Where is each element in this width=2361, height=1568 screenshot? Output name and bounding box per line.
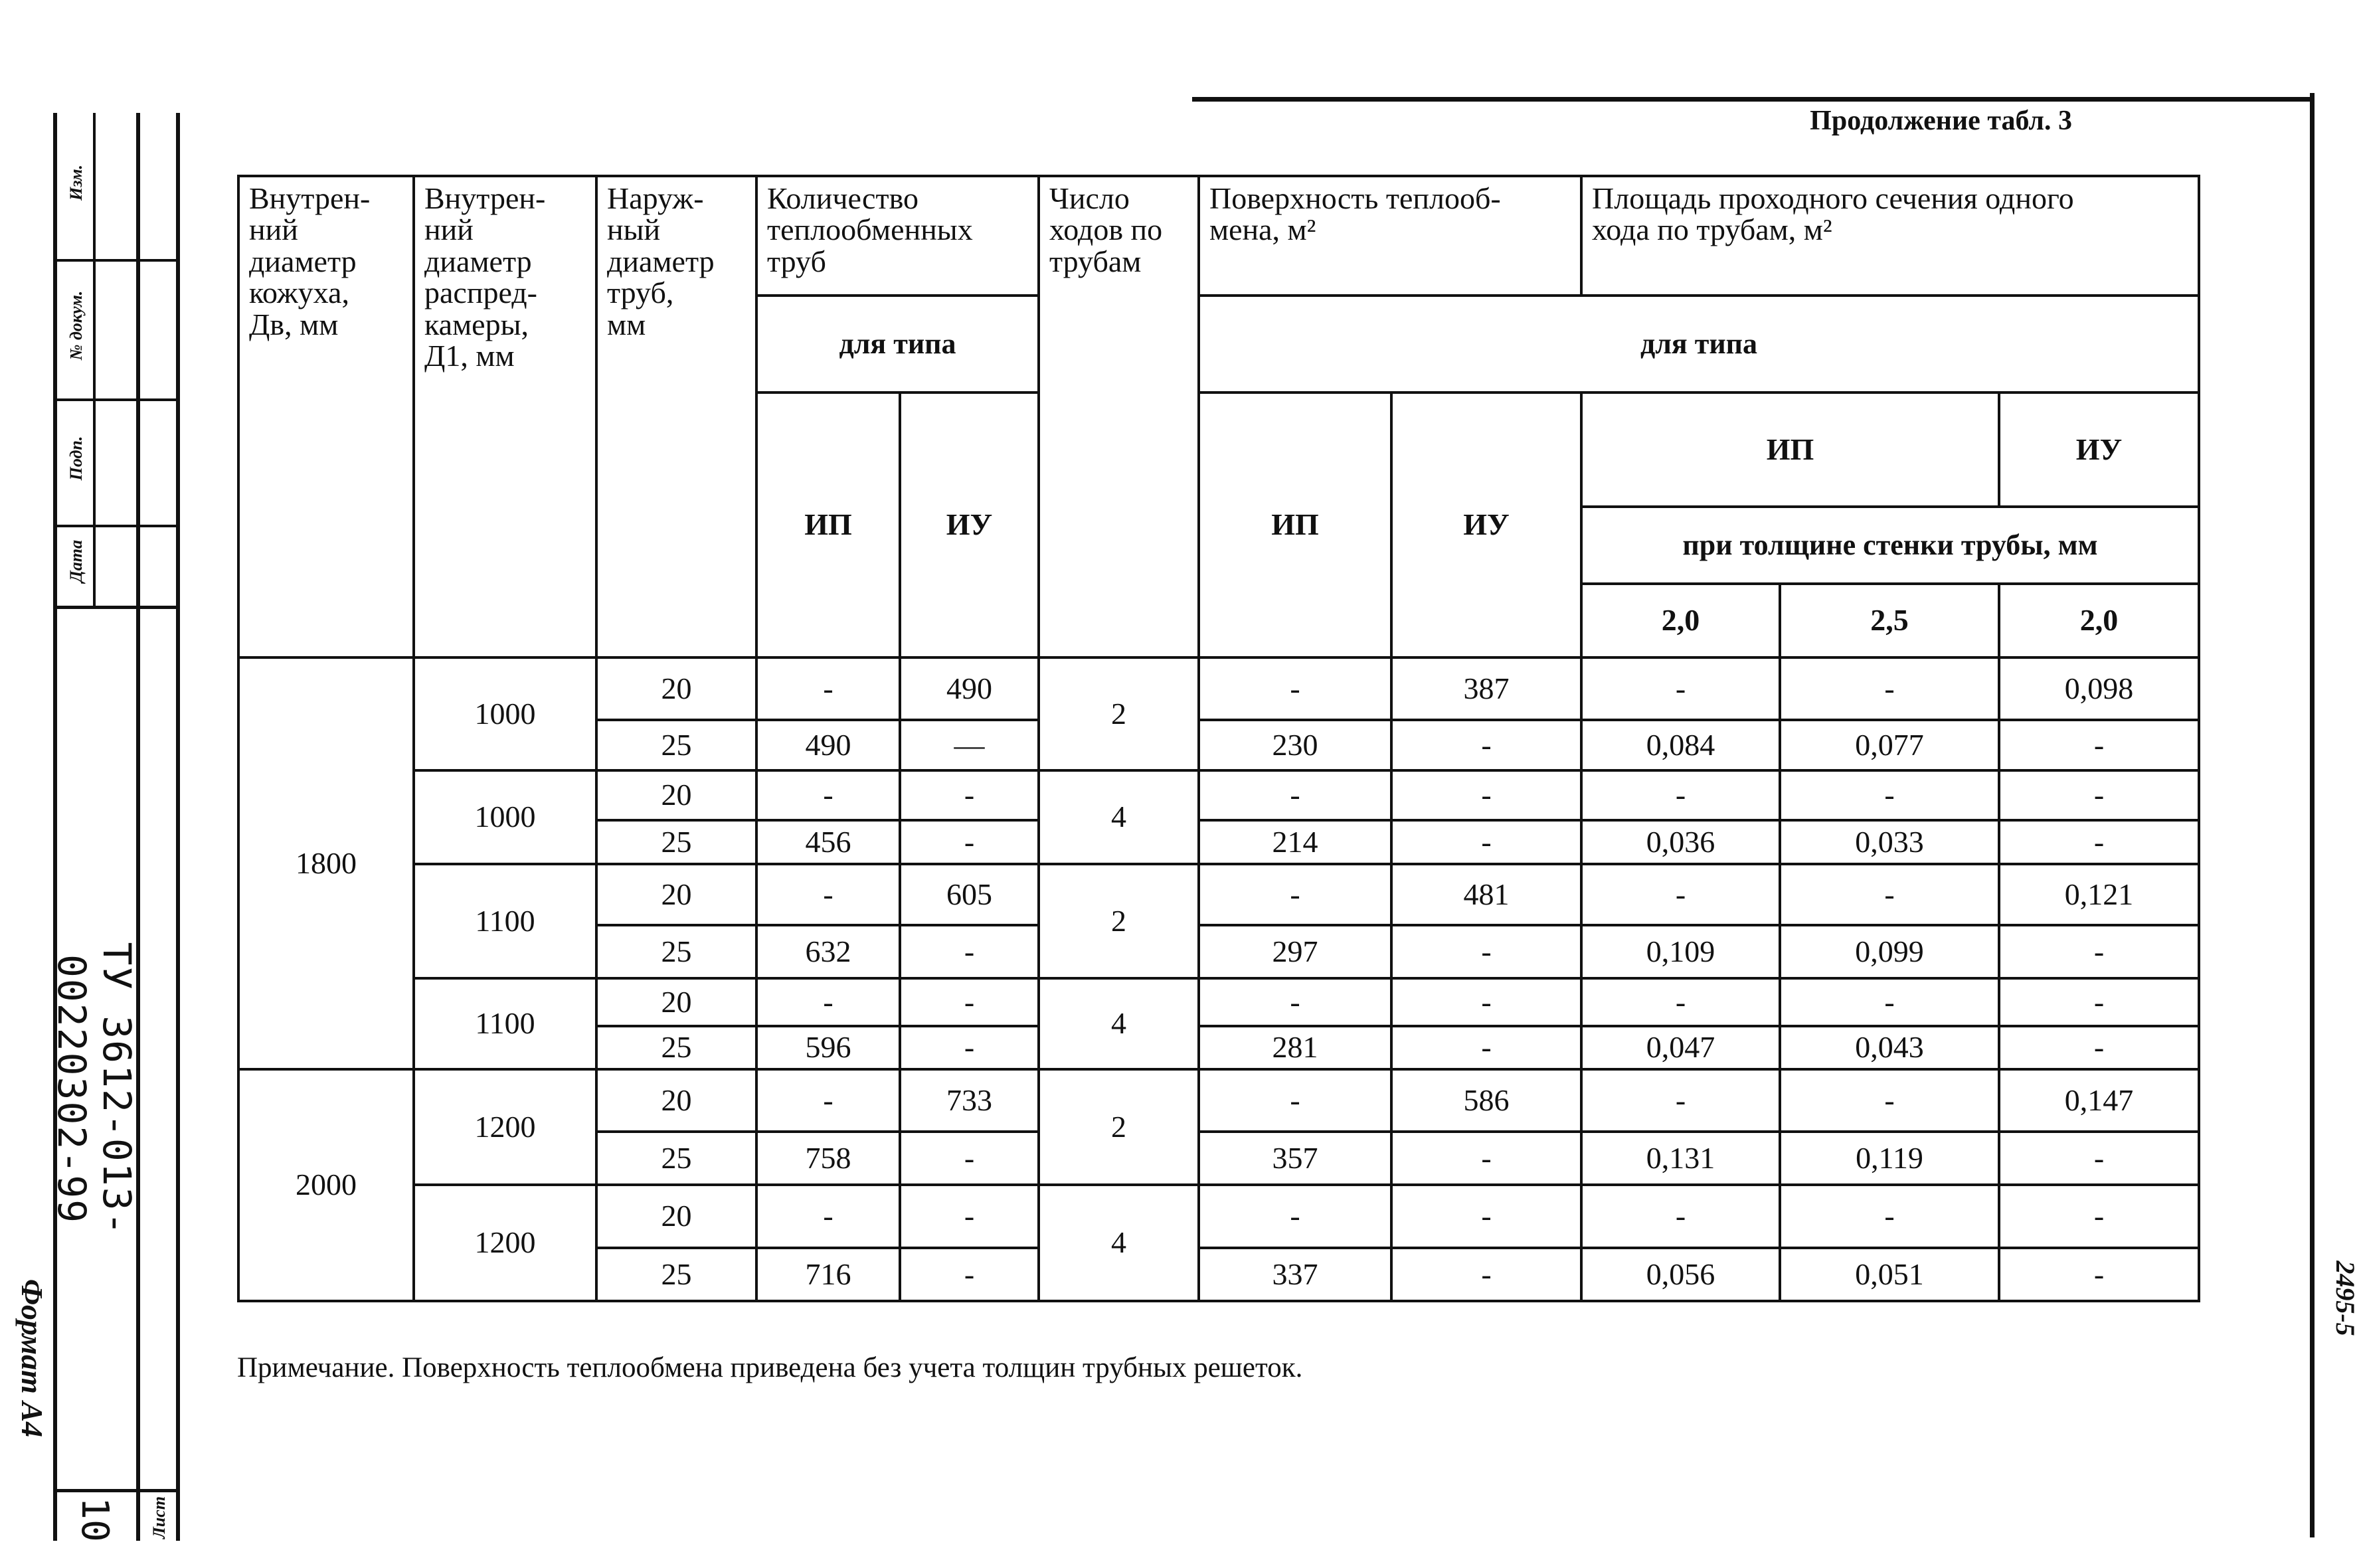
cell-area-ip-2-5: - — [1780, 1185, 1999, 1248]
cell-count-iu: 490 — [900, 657, 1039, 720]
cell-passes: 2 — [1039, 864, 1199, 978]
cell-area-ip-2-5: - — [1780, 1069, 1999, 1132]
cell-area-iu-2-0: - — [1999, 770, 2199, 820]
format-label: Формат А4 — [15, 1278, 49, 1438]
cell-chamber-diameter: 1100 — [414, 978, 596, 1069]
cell-area-ip-2-0: 0,036 — [1581, 820, 1780, 864]
cell-passes: 2 — [1039, 1069, 1199, 1185]
table-note: Примечание. Поверхность теплообмена приведена без учета толщин трубных решеток. — [237, 1352, 1303, 1383]
cell-surface-ip: 230 — [1199, 720, 1391, 770]
cell-area-ip-2-0: - — [1581, 657, 1780, 720]
cell-passes: 4 — [1039, 978, 1199, 1069]
cell-count-iu: - — [900, 925, 1039, 978]
cell-tube-diameter: 20 — [596, 978, 756, 1026]
cell-count-ip: 632 — [756, 925, 900, 978]
right-margin-mark: 2495-5 — [2330, 1261, 2360, 1336]
specs-table — [237, 175, 2200, 1302]
header-tube-count: Количество теплообменных труб — [756, 176, 1039, 296]
cell-surface-iu: 387 — [1391, 657, 1581, 720]
stamp-label: Лист — [149, 1496, 169, 1539]
cell-surface-iu: - — [1391, 1026, 1581, 1069]
stamp-label: Изм. — [66, 164, 86, 201]
cell-shell-diameter: 2000 — [238, 1069, 414, 1301]
cell-count-ip: - — [756, 864, 900, 925]
cell-chamber-diameter: 1200 — [414, 1185, 596, 1301]
cell-surface-iu: 586 — [1391, 1069, 1581, 1132]
table-row — [238, 1069, 2199, 1132]
cell-surface-ip: 337 — [1199, 1248, 1391, 1301]
table-body — [238, 176, 2199, 1301]
cell-chamber-diameter: 1000 — [414, 657, 596, 770]
cell-area-ip-2-5: - — [1780, 770, 1999, 820]
cell-count-ip: - — [756, 978, 900, 1026]
cell-tube-diameter: 20 — [596, 1069, 756, 1132]
cell-surface-iu: - — [1391, 1132, 1581, 1185]
cell-count-ip: 716 — [756, 1248, 900, 1301]
cell-area-iu-2-0: - — [1999, 925, 2199, 978]
cell-surface-iu: - — [1391, 1185, 1581, 1248]
header-wall-thickness-value: 2,5 — [1780, 584, 1999, 657]
cell-surface-ip: - — [1199, 1185, 1391, 1248]
cell-chamber-diameter: 1100 — [414, 864, 596, 978]
stamp-label: Дата — [66, 540, 86, 582]
cell-count-ip: 758 — [756, 1132, 900, 1185]
table-row — [238, 1185, 2199, 1248]
cell-area-ip-2-5: 0,033 — [1780, 820, 1999, 864]
cell-area-ip-2-5: - — [1780, 978, 1999, 1026]
header-type-iu: ИУ — [1391, 392, 1581, 657]
cell-count-iu: - — [900, 1185, 1039, 1248]
cell-area-ip-2-0: - — [1581, 1185, 1780, 1248]
cell-surface-ip: - — [1199, 1069, 1391, 1132]
cell-surface-iu: - — [1391, 720, 1581, 770]
header-surface: Поверхность теплооб- мена, м² — [1199, 176, 1581, 296]
cell-count-iu: - — [900, 1132, 1039, 1185]
header-wall-thickness-value: 2,0 — [1581, 584, 1780, 657]
right-rule — [2310, 93, 2315, 1537]
table-row — [238, 657, 2199, 720]
cell-tube-diameter: 25 — [596, 720, 756, 770]
table-row — [238, 770, 2199, 820]
cell-passes: 2 — [1039, 657, 1199, 770]
cell-area-ip-2-0: 0,047 — [1581, 1026, 1780, 1069]
header-type-iu: ИУ — [1999, 392, 2199, 507]
cell-surface-ip: - — [1199, 978, 1391, 1026]
document-code: ТУ 3612-013-00220302-99 — [49, 942, 139, 1237]
cell-area-ip-2-0: 0,056 — [1581, 1248, 1780, 1301]
cell-surface-ip: 281 — [1199, 1026, 1391, 1069]
cell-tube-diameter: 25 — [596, 820, 756, 864]
table-continuation-title: Продолжение табл. 3 — [1810, 106, 2072, 136]
stamp-label: Подп. — [66, 436, 86, 481]
cell-area-ip-2-0: - — [1581, 1069, 1780, 1132]
cell-count-iu: 605 — [900, 864, 1039, 925]
cell-chamber-diameter: 1200 — [414, 1069, 596, 1185]
cell-count-ip: - — [756, 1069, 900, 1132]
cell-area-ip-2-0: 0,084 — [1581, 720, 1780, 770]
cell-count-ip: 456 — [756, 820, 900, 864]
cell-tube-diameter: 20 — [596, 657, 756, 720]
cell-tube-diameter: 25 — [596, 1026, 756, 1069]
cell-area-ip-2-0: 0,131 — [1581, 1132, 1780, 1185]
cell-count-iu: - — [900, 1026, 1039, 1069]
cell-surface-ip: - — [1199, 770, 1391, 820]
cell-count-ip: 596 — [756, 1026, 900, 1069]
header-inner-shell-diameter: Внутрен- ний диаметр кожуха, Дв, мм — [238, 176, 414, 657]
sheet-number: 10 — [73, 1497, 116, 1542]
cell-count-iu: — — [900, 720, 1039, 770]
cell-chamber-diameter: 1000 — [414, 770, 596, 864]
cell-surface-ip: 357 — [1199, 1132, 1391, 1185]
cell-area-iu-2-0: 0,098 — [1999, 657, 2199, 720]
cell-count-iu: - — [900, 820, 1039, 864]
cell-area-iu-2-0: - — [1999, 1185, 2199, 1248]
cell-surface-ip: 214 — [1199, 820, 1391, 864]
header-wall-thickness: при толщине стенки трубы, мм — [1581, 507, 2199, 584]
cell-area-ip-2-0: - — [1581, 864, 1780, 925]
stamp-line — [53, 113, 57, 1541]
cell-shell-diameter: 1800 — [238, 657, 414, 1069]
cell-count-ip: - — [756, 1185, 900, 1248]
cell-tube-diameter: 25 — [596, 1248, 756, 1301]
header-inner-chamber-diameter: Внутрен- ний диаметр распред- камеры, Д1, мм — [414, 176, 596, 657]
cell-area-iu-2-0: - — [1999, 1132, 2199, 1185]
cell-surface-ip: - — [1199, 657, 1391, 720]
cell-count-iu: - — [900, 1248, 1039, 1301]
header-type-ip: ИП — [1199, 392, 1391, 657]
stamp-line — [93, 113, 96, 606]
cell-tube-diameter: 20 — [596, 770, 756, 820]
stamp-label: № докум. — [66, 290, 86, 361]
cell-area-ip-2-0: 0,109 — [1581, 925, 1780, 978]
cell-tube-diameter: 25 — [596, 925, 756, 978]
stamp-line — [176, 113, 180, 1541]
cell-passes: 4 — [1039, 770, 1199, 864]
header-for-type: для типа — [756, 296, 1039, 392]
cell-area-iu-2-0: 0,121 — [1999, 864, 2199, 925]
cell-count-ip: 490 — [756, 720, 900, 770]
cell-tube-diameter: 20 — [596, 1185, 756, 1248]
cell-count-iu: - — [900, 978, 1039, 1026]
cell-area-ip-2-5: 0,043 — [1780, 1026, 1999, 1069]
cell-area-ip-2-5: - — [1780, 864, 1999, 925]
header-type-ip: ИП — [756, 392, 900, 657]
cell-surface-iu: - — [1391, 770, 1581, 820]
stamp-line — [53, 606, 180, 609]
cell-count-iu: 733 — [900, 1069, 1039, 1132]
cell-area-ip-2-5: 0,077 — [1780, 720, 1999, 770]
cell-count-iu: - — [900, 770, 1039, 820]
stamp-line — [53, 259, 180, 262]
cell-surface-ip: 297 — [1199, 925, 1391, 978]
header-type-ip: ИП — [1581, 392, 1999, 507]
top-rule — [1192, 97, 2315, 102]
header-wall-thickness-value: 2,0 — [1999, 584, 2199, 657]
table-row — [238, 864, 2199, 925]
header-for-type: для типа — [1199, 296, 2199, 392]
cell-area-ip-2-5: 0,119 — [1780, 1132, 1999, 1185]
stamp-line — [53, 398, 180, 401]
cell-count-ip: - — [756, 657, 900, 720]
cell-count-ip: - — [756, 770, 900, 820]
cell-tube-diameter: 25 — [596, 1132, 756, 1185]
cell-surface-ip: - — [1199, 864, 1391, 925]
cell-area-ip-2-0: - — [1581, 770, 1780, 820]
cell-area-iu-2-0: - — [1999, 1248, 2199, 1301]
cell-area-iu-2-0: - — [1999, 820, 2199, 864]
table-row — [238, 978, 2199, 1026]
cell-area-iu-2-0: - — [1999, 978, 2199, 1026]
cell-passes: 4 — [1039, 1185, 1199, 1301]
cell-area-ip-2-5: 0,051 — [1780, 1248, 1999, 1301]
header-passes: Число ходов по трубам — [1039, 176, 1199, 657]
cell-surface-iu: - — [1391, 978, 1581, 1026]
cell-area-ip-2-0: - — [1581, 978, 1780, 1026]
cell-surface-iu: 481 — [1391, 864, 1581, 925]
cell-area-iu-2-0: - — [1999, 1026, 2199, 1069]
cell-area-iu-2-0: 0,147 — [1999, 1069, 2199, 1132]
header-type-iu: ИУ — [900, 392, 1039, 657]
header-flow-area: Площадь проходного сечения одного хода по трубам, м² — [1581, 176, 2199, 296]
cell-surface-iu: - — [1391, 925, 1581, 978]
header-outer-tube-diameter: Наруж- ный диаметр труб, мм — [596, 176, 756, 657]
cell-surface-iu: - — [1391, 820, 1581, 864]
cell-surface-iu: - — [1391, 1248, 1581, 1301]
cell-area-ip-2-5: 0,099 — [1780, 925, 1999, 978]
cell-area-iu-2-0: - — [1999, 720, 2199, 770]
cell-tube-diameter: 20 — [596, 864, 756, 925]
cell-area-ip-2-5: - — [1780, 657, 1999, 720]
